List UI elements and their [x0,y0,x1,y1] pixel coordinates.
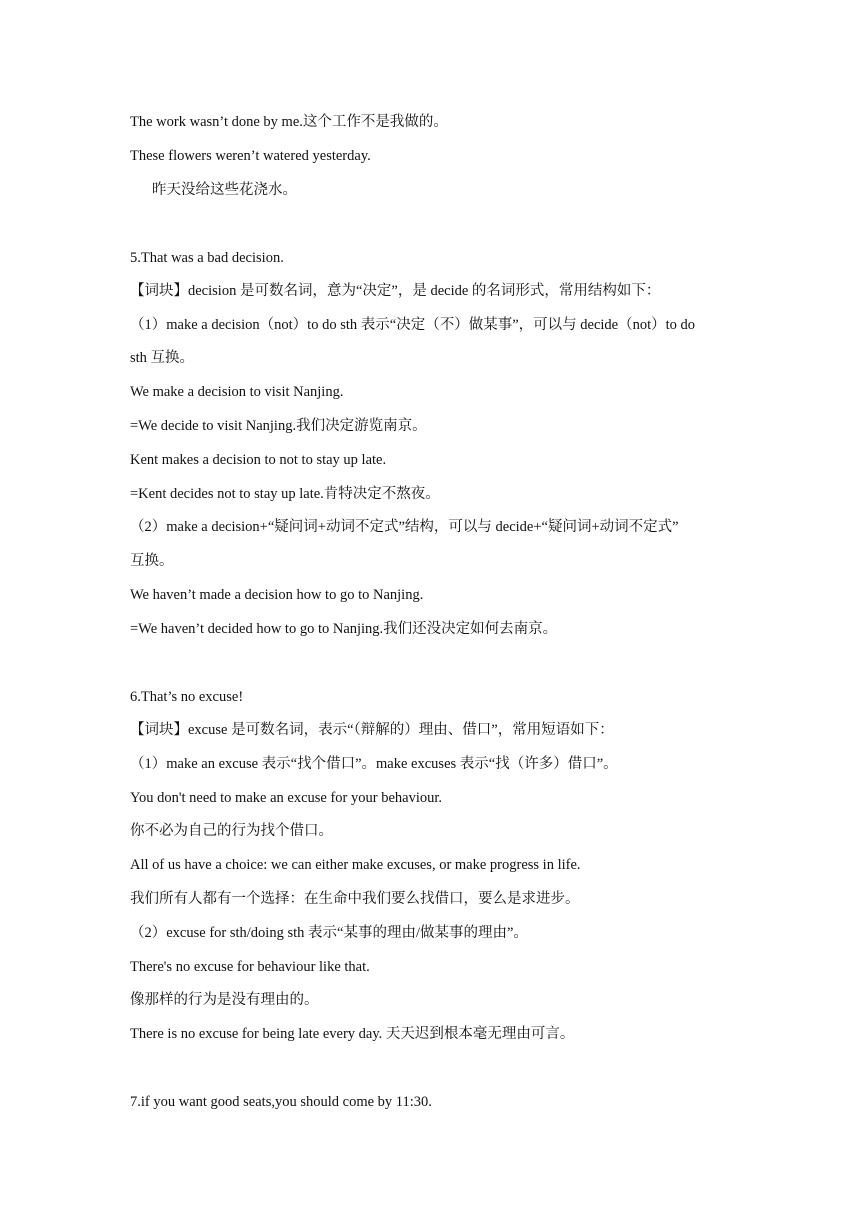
example-no-excuse-behaviour-zh: 像那样的行为是没有理由的。 [130,992,319,1008]
example-nanjing-1: We make a decision to visit Nanjing. [130,384,344,400]
example-kent-2: =Kent decides not to stay up late.肯特决定不熬夜。 [130,486,440,502]
section-7-heading: 7.if you want good seats,you should come by 11:30. [130,1094,432,1110]
example-no-excuse-behaviour-en: There's no excuse for behaviour like that. [130,959,370,975]
example-nanjing-2: =We decide to visit Nanjing.我们决定游览南京。 [130,418,427,434]
section-5-point-2: （2）make a decision+“疑问词+动词不定式”结构，可以与 decide+“疑问词+动词不定式” [130,519,679,535]
example-late-every-day: There is no excuse for being late every day. 天天迟到根本毫无理由可言。 [130,1026,575,1042]
example-excuse-behaviour-en: You don't need to make an excuse for your behaviour. [130,790,443,806]
section-6-heading: 6.That’s no excuse! [130,689,244,705]
section-6-point-1: （1）make an excuse 表示“找个借口”。make excuses 表示“找（许多）借口”。 [130,756,618,772]
section-5-point-2-cont: 互换。 [130,553,174,569]
example-flowers-chinese: 昨天没给这些花浇水。 [152,182,297,198]
section-5-intro: 【词块】decision 是可数名词，意为“决定”，是 decide 的名词形式，常用结构如下： [130,283,661,299]
section-5-heading: 5.That was a bad decision. [130,250,284,266]
example-choice-en: All of us have a choice: we can either make excuses, or make progress in life. [130,857,581,873]
example-work-not-done: The work wasn’t done by me.这个工作不是我做的。 [130,114,448,130]
example-flowers-english: These flowers weren’t watered yesterday. [130,148,371,164]
example-kent-1: Kent makes a decision to not to stay up late. [130,452,387,468]
section-6-intro: 【词块】excuse 是可数名词，表示“（辩解的）理由、借口”，常用短语如下： [130,722,614,738]
section-6-point-2: （2）excuse for sth/doing sth 表示“某事的理由/做某事的理由”。 [130,925,528,941]
example-choice-zh: 我们所有人都有一个选择：在生命中我们要么找借口，要么是求进步。 [130,891,580,907]
example-how-to-go-1: We haven’t made a decision how to go to Nanjing. [130,587,424,603]
section-5-point-1: （1）make a decision（not）to do sth 表示“决定（不）做某事”，可以与 decide（not）to do [130,317,696,333]
example-excuse-behaviour-zh: 你不必为自己的行为找个借口。 [130,823,333,839]
section-5-point-1-cont: sth 互换。 [130,350,195,366]
example-how-to-go-2: =We haven’t decided how to go to Nanjing.我们还没决定如何去南京。 [130,621,558,637]
